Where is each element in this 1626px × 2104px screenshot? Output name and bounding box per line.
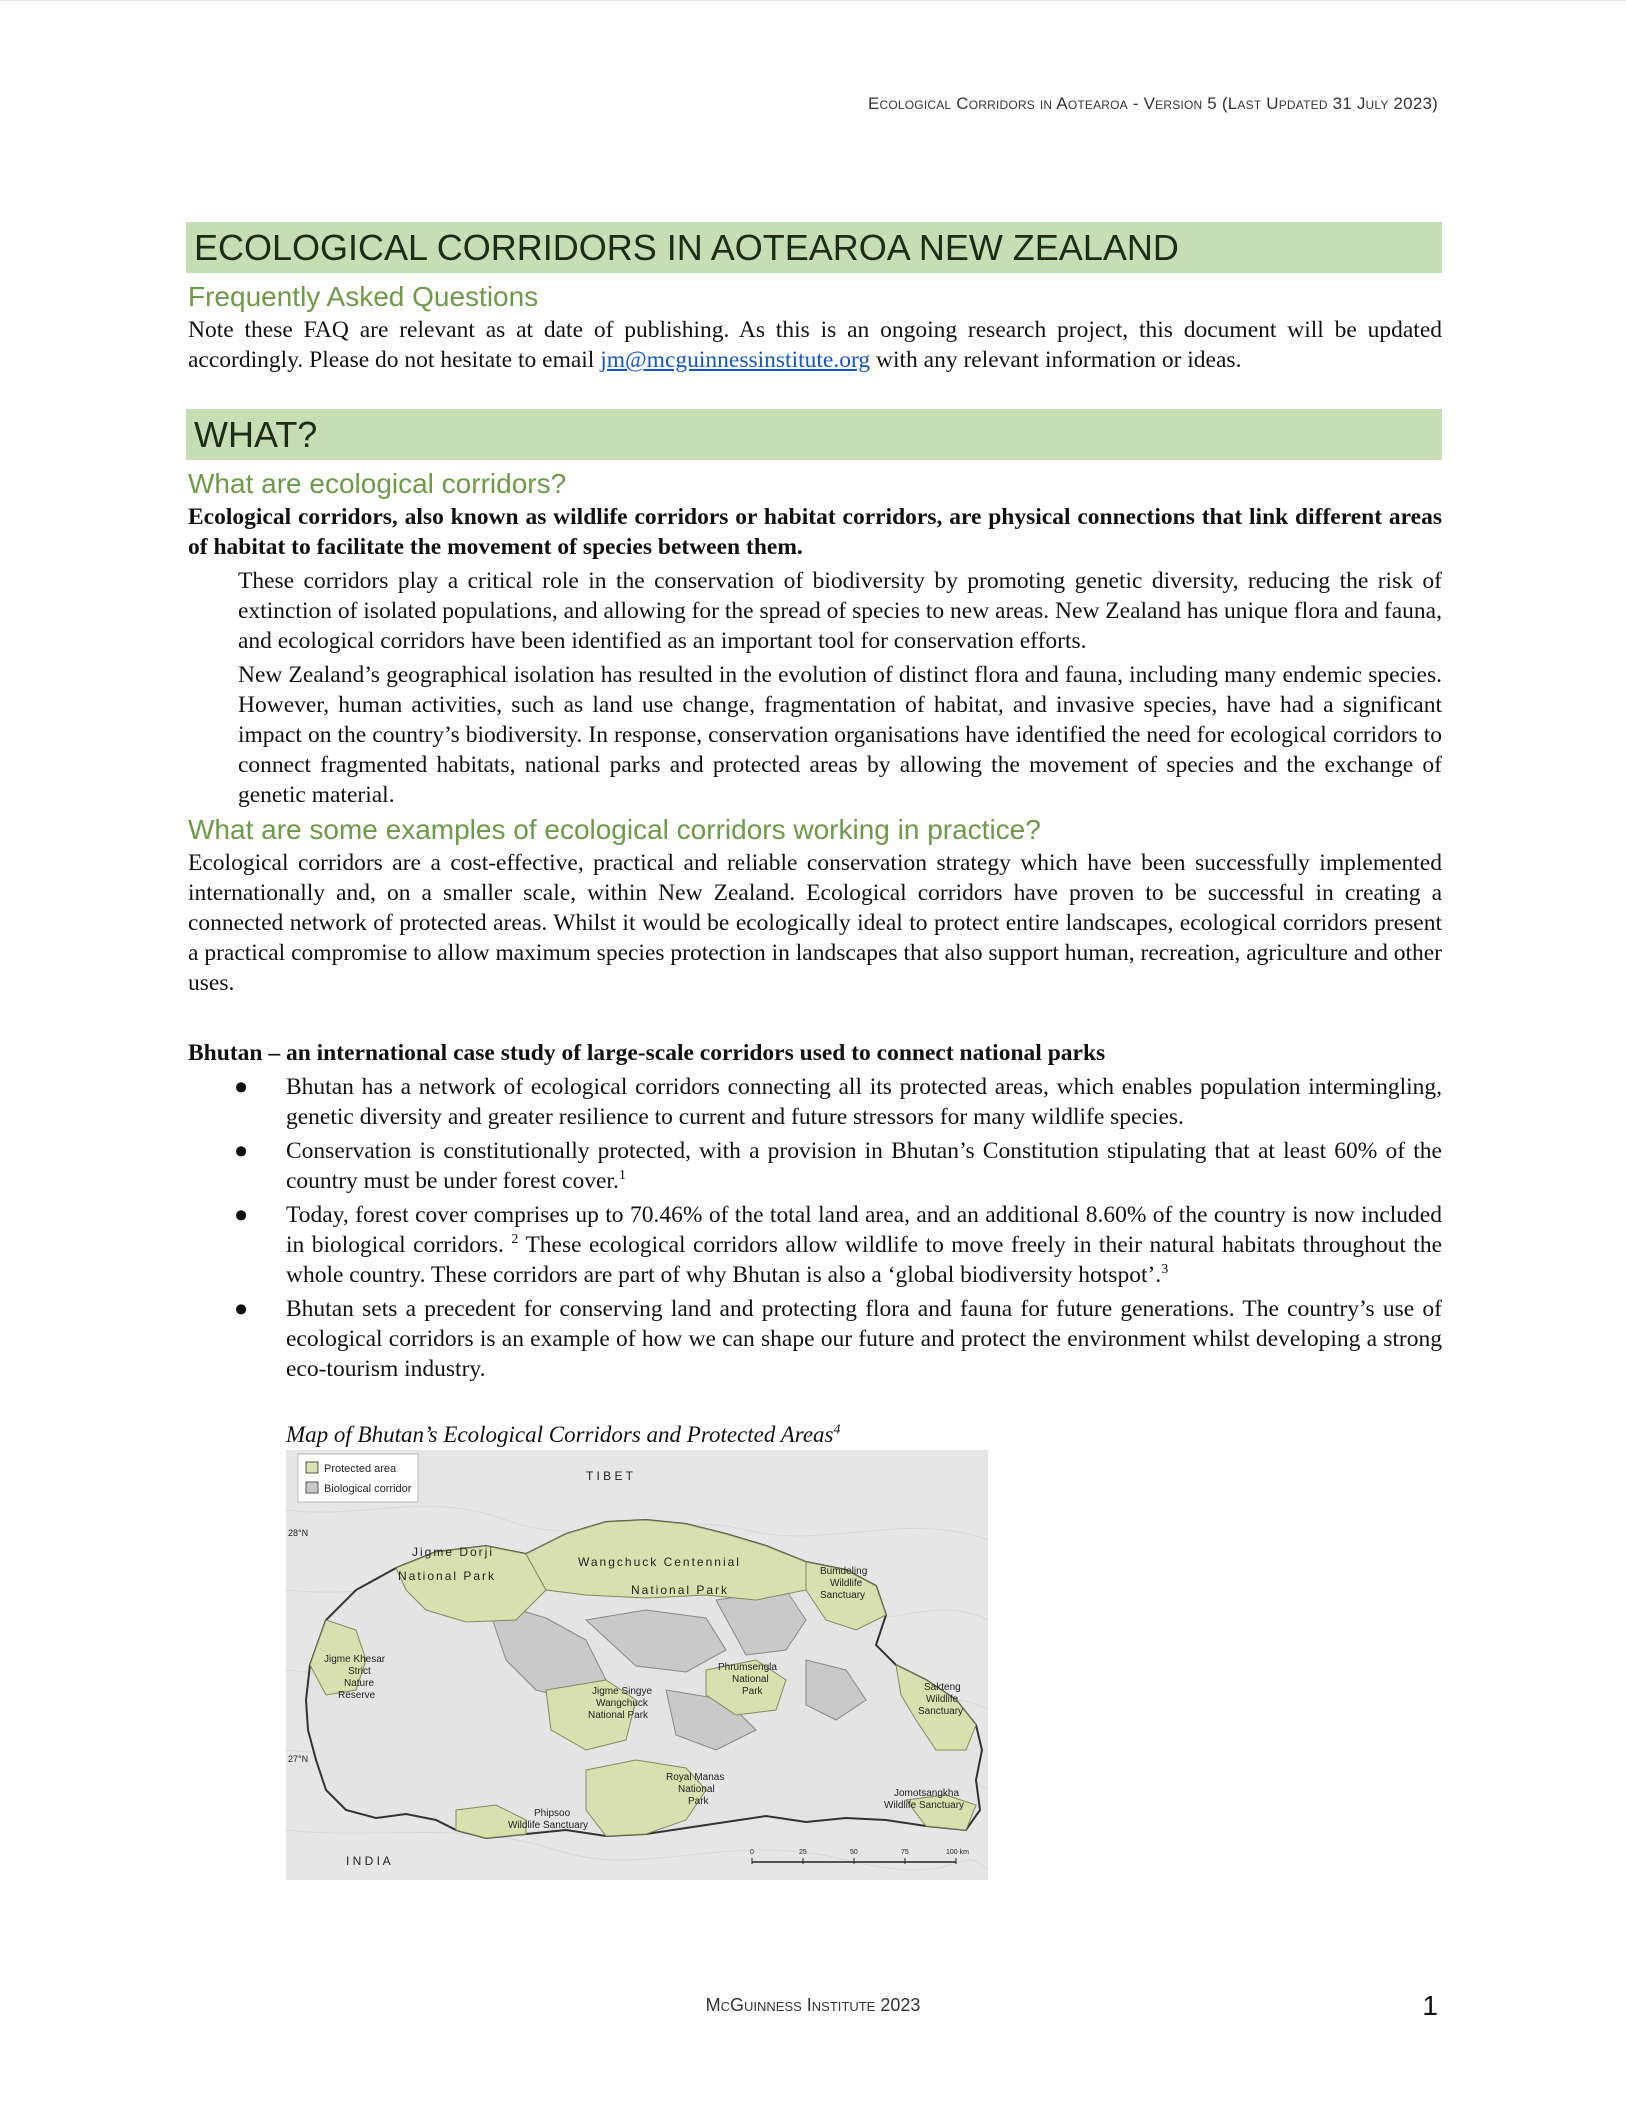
scale-label: 75	[901, 1849, 909, 1856]
map-label-india: I N D I A	[346, 1854, 391, 1868]
map-label-lat-27: 27°N	[288, 1754, 309, 1764]
map-label-singye-3: National Park	[588, 1710, 649, 1721]
scale-label: 0	[750, 1849, 754, 1856]
section-what-heading: WHAT?	[186, 409, 1442, 460]
footnote-ref[interactable]: 4	[833, 1421, 841, 1437]
bhutan-heading: Bhutan – an international case study of large-scale corridors used to connect national parks	[188, 1040, 1106, 1066]
intro-paragraph	[188, 315, 1442, 375]
question-1-lead: Ecological corridors, also known as wildlife corridors or habitat corridors, are physical connections that link different areas of habitat to facilitate the movement of species between them.	[188, 504, 1442, 560]
question-2-paragraph: Ecological corridors are a cost-effective, practical and reliable conservation strategy which have been successfully implemented internationally and, on a smaller scale, within New Zealand. Ecological corridors have proven to be successful in creating a connected network of protected areas. Whilst it would be ecologically ideal to protect entire landscapes, ecological corridors present a practical compromise to allow maximum species protection in landscapes that also support human, recreation, agriculture and other uses.	[188, 850, 1442, 996]
document-body	[188, 222, 1442, 1885]
map-label-sakteng: Sakteng	[924, 1682, 961, 1693]
scale-label: 50	[850, 1849, 858, 1856]
map-label-bumdeling-3: Sanctuary	[820, 1590, 866, 1601]
map-label-bumdeling: Bumdeling	[820, 1566, 868, 1577]
footnote-ref[interactable]: 3	[1161, 1261, 1169, 1278]
document-title: ECOLOGICAL CORRIDORS IN AOTEAROA NEW ZEALAND	[186, 222, 1442, 273]
bullet-icon: ●	[234, 1138, 249, 1164]
map-label-lat-28: 28°N	[288, 1528, 309, 1538]
intro-text: Note these FAQ are relevant as at date of publishing. As this is an ongoing research project, this document will be updated accordingly. Please do not hesitate to email	[188, 317, 1442, 373]
bullet-icon: ●	[234, 1202, 249, 1228]
bhutan-map	[286, 1450, 988, 1880]
footnote-ref[interactable]: 2	[511, 1231, 519, 1248]
map-label-khesar: Jigme Khesar	[324, 1654, 386, 1665]
map-label-phipsoo-2: Wildlife Sanctuary	[508, 1820, 589, 1831]
faq-heading: Frequently Asked Questions	[188, 281, 539, 312]
map-label-khesar-3: Nature	[344, 1678, 375, 1689]
page-footer: McGuinness Institute 2023	[705, 1995, 921, 2015]
bhutan-bullet-list	[188, 1072, 1442, 1384]
top-rule	[0, 0, 1626, 1]
question-1-paragraph-1: These corridors play a critical role in the conservation of biodiversity by promoting genetic diversity, reducing the risk of extinction of isolated populations, and allowing for the spread of species to new areas. New Zealand has unique flora and fauna, and ecological corridors have been identified as an important tool for conservation efforts.	[238, 568, 1442, 654]
bullet-icon: ●	[234, 1074, 249, 1100]
map-label-wangchuck-2: National Park	[631, 1583, 730, 1597]
scale-label: 25	[799, 1849, 807, 1856]
map-label-manas: Royal Manas	[666, 1772, 725, 1783]
map-label-khesar-2: Strict	[348, 1666, 371, 1677]
list-item: ● Bhutan sets a precedent for conserving land and protecting flora and fauna for future generations. The country’s use of ecological corridors is an example of how we can shape our future and protect the environment whilst developing a strong eco-tourism industry.	[234, 1296, 1442, 1382]
map-label-khesar-4: Reserve	[338, 1690, 376, 1701]
list-item: ● Today, forest cover comprises up to 70.46% of the total land area, and an additional 8.60% of the country is now included in biological corridors. $^2$ These ecological corridors allow wildlife to move freely in their natural habitats throughout the whole country. These corridors are part of why Bhutan is also a ‘global biodiversity hotspot’.$^3$	[234, 1202, 1443, 1288]
legend-protected-label: Protected area	[324, 1463, 397, 1475]
email-link[interactable]: jm@mcguinnessinstitute.org	[600, 347, 871, 373]
map-label-phrumsengla-2: National	[732, 1674, 769, 1685]
legend-corridor-label: Biological corridor	[324, 1483, 412, 1495]
question-1-paragraph-2: New Zealand’s geographical isolation has resulted in the evolution of distinct flora and fauna, including many endemic species. However, human activities, such as land use change, fragmentation of habitat, and invasive species, have had a significant impact on the country’s biodiversity. In response, conservation organisations have identified the need for ecological corridors to connect fragmented habitats, national parks and protected areas by allowing the movement of species and the exchange of genetic material.	[238, 662, 1442, 808]
map-label-manas-2: National	[678, 1784, 715, 1795]
list-item: ● Bhutan has a network of ecological corridors connecting all its protected areas, which enables population intermingling, genetic diversity and greater resilience to current and future stressors for many wildlife species.	[234, 1074, 1442, 1130]
map-label-jomotsangkha: Jomotsangkha	[894, 1788, 960, 1799]
bullet-icon: ●	[234, 1296, 249, 1322]
map-label-sakteng-3: Sanctuary	[918, 1706, 964, 1717]
map-label-jigme-dorji: Jigme Dorji	[412, 1545, 495, 1559]
map-label-manas-3: Park	[688, 1796, 709, 1807]
map-label-bumdeling-2: Wildlife	[830, 1578, 863, 1589]
question-2-heading: What are some examples of ecological corridors working in practice?	[188, 814, 1041, 845]
map-caption: Map of Bhutan’s Ecological Corridors and Protected Areas$^4$	[286, 1421, 841, 1447]
map-label-jomotsangkha-2: Wildlife Sanctuary	[884, 1800, 965, 1811]
map-label-tibet: T I B E T	[586, 1469, 633, 1483]
intro-text-end: with any relevant information or ideas.	[870, 347, 1242, 373]
footnote-ref[interactable]: 1	[618, 1167, 626, 1184]
question-1-heading: What are ecological corridors?	[188, 468, 567, 499]
map-label-sakteng-2: Wildlife	[926, 1694, 959, 1705]
page-number: 1	[1422, 1990, 1438, 2021]
map-label-wangchuck: Wangchuck Centennial	[578, 1555, 741, 1569]
list-item: ● Conservation is constitutionally protected, with a provision in Bhutan’s Constitution stipulating that at least 60% of the country must be under forest cover.$^1$	[234, 1138, 1442, 1194]
scale-label: 100 km	[946, 1849, 969, 1856]
map-label-singye: Jigme Singye	[592, 1686, 653, 1697]
map-label-singye-2: Wangchuck	[596, 1698, 648, 1709]
map-label-phrumsengla: Phrumsengla	[718, 1662, 777, 1673]
running-header: Ecological Corridors in Aotearoa - Version 5 (Last Updated 31 July 2023)	[867, 94, 1438, 113]
map-label-phrumsengla-3: Park	[742, 1686, 763, 1697]
map-label-jigme-dorji-2: National Park	[398, 1569, 497, 1583]
legend-swatch-corridor	[306, 1482, 318, 1493]
legend-swatch-protected	[306, 1462, 318, 1473]
map-label-phipsoo: Phipsoo	[534, 1808, 571, 1819]
